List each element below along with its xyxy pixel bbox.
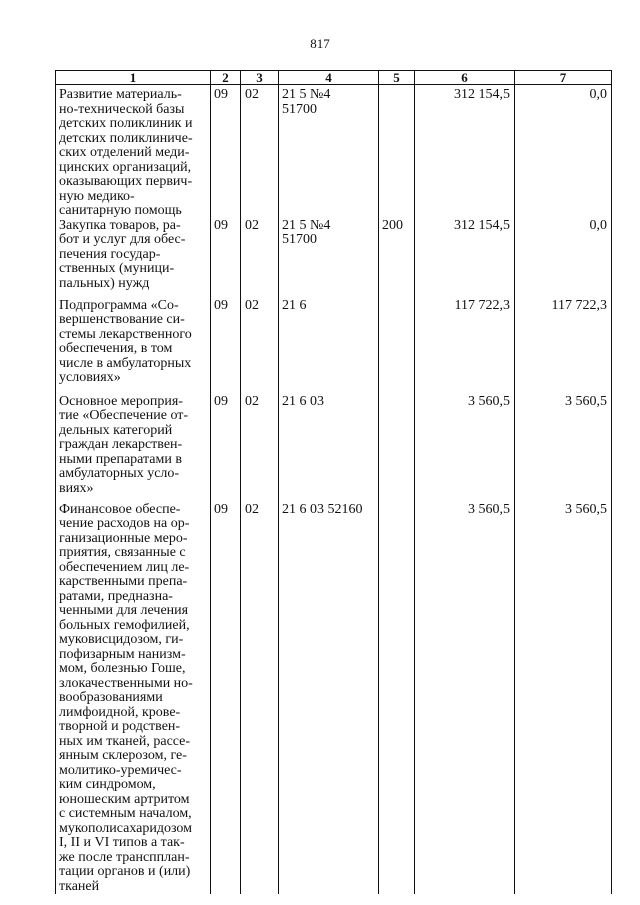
row-section: 09	[211, 85, 241, 219]
row-section: 09	[211, 395, 241, 503]
header-col-4: 4	[279, 71, 379, 85]
row-name: Подпрограмма «Со- вершенствование си- стемы лекарственного обеспечения, в том числе в амбулаторных условиях»	[56, 299, 211, 395]
row-subsection: 02	[241, 85, 279, 219]
header-row	[56, 71, 612, 85]
row-section: 09	[211, 299, 241, 395]
header-col-1: 1	[56, 71, 211, 85]
row-amount-a: 117 722,3	[415, 299, 515, 395]
row-subsection: 02	[241, 219, 279, 299]
row-section: 09	[211, 219, 241, 299]
row-amount-b: 3 560,5	[515, 395, 612, 503]
row-name: Основное мероприя- тие «Обеспечение от- дельных категорий граждан лекарствен- ными препаратами в амбулаторных усло- виях»	[56, 395, 211, 503]
row-amount-a: 3 560,5	[415, 395, 515, 503]
row-amount-a: 312 154,5	[415, 85, 515, 219]
row-expense-type	[379, 299, 415, 395]
row-name: Закупка товаров, ра- бот и услуг для обес- печения государ- ственных (муници- пальных) нужд	[56, 219, 211, 299]
row-amount-b: 117 722,3	[515, 299, 612, 395]
row-amount-a: 3 560,5	[415, 503, 515, 895]
row-expense-type: 200	[379, 219, 415, 299]
row-target-code: 21 5 №4 51700	[279, 85, 379, 219]
row-amount-b: 0,0	[515, 85, 612, 219]
row-target-code: 21 6 03	[279, 395, 379, 503]
table-row	[56, 85, 612, 219]
header-col-6: 6	[415, 71, 515, 85]
budget-table	[55, 70, 612, 894]
row-section: 09	[211, 503, 241, 895]
row-expense-type	[379, 85, 415, 219]
row-amount-a: 312 154,5	[415, 219, 515, 299]
row-target-code: 21 6 03 52160	[279, 503, 379, 895]
row-subsection: 02	[241, 299, 279, 395]
header-col-3: 3	[241, 71, 279, 85]
header-col-7: 7	[515, 71, 612, 85]
row-expense-type	[379, 395, 415, 503]
row-subsection: 02	[241, 503, 279, 895]
header-col-5: 5	[379, 71, 415, 85]
row-amount-b: 3 560,5	[515, 503, 612, 895]
page-number: 817	[310, 36, 330, 51]
row-name: Финансовое обеспе- чение расходов на ор- ганизационные меро- приятия, связанные с обеспечением лиц ле- карственными препа- ратами, предназна- ченными для лечения больных гемофилией, муковисцидозом, ги- пофизарным нанизм- мом, болезнью Гоше, злокачественными но- вообразованиями лимфоидной, крове- творной и родствен- ных им тканей, рассе- янным склерозом, ге- молитико-уремичес- ким синдромом, юношеским артритом с системным началом, мукополисахаридозом I, II и VI типов а так- же после транспплан- тации органов и (или) тканей	[56, 503, 211, 895]
row-amount-b: 0,0	[515, 219, 612, 299]
row-target-code: 21 6	[279, 299, 379, 395]
row-expense-type	[379, 503, 415, 895]
row-name: Развитие материаль- но-технической базы детских поликлиник и детских поликлиниче- ских отделений меди- цинских организаций, оказывающих первич- ную медико- санитарную помощь	[56, 85, 211, 219]
header-col-2: 2	[211, 71, 241, 85]
table-row	[56, 219, 612, 299]
row-target-code: 21 5 №4 51700	[279, 219, 379, 299]
table-row	[56, 503, 612, 895]
table-row	[56, 299, 612, 395]
table-row	[56, 395, 612, 503]
row-subsection: 02	[241, 395, 279, 503]
